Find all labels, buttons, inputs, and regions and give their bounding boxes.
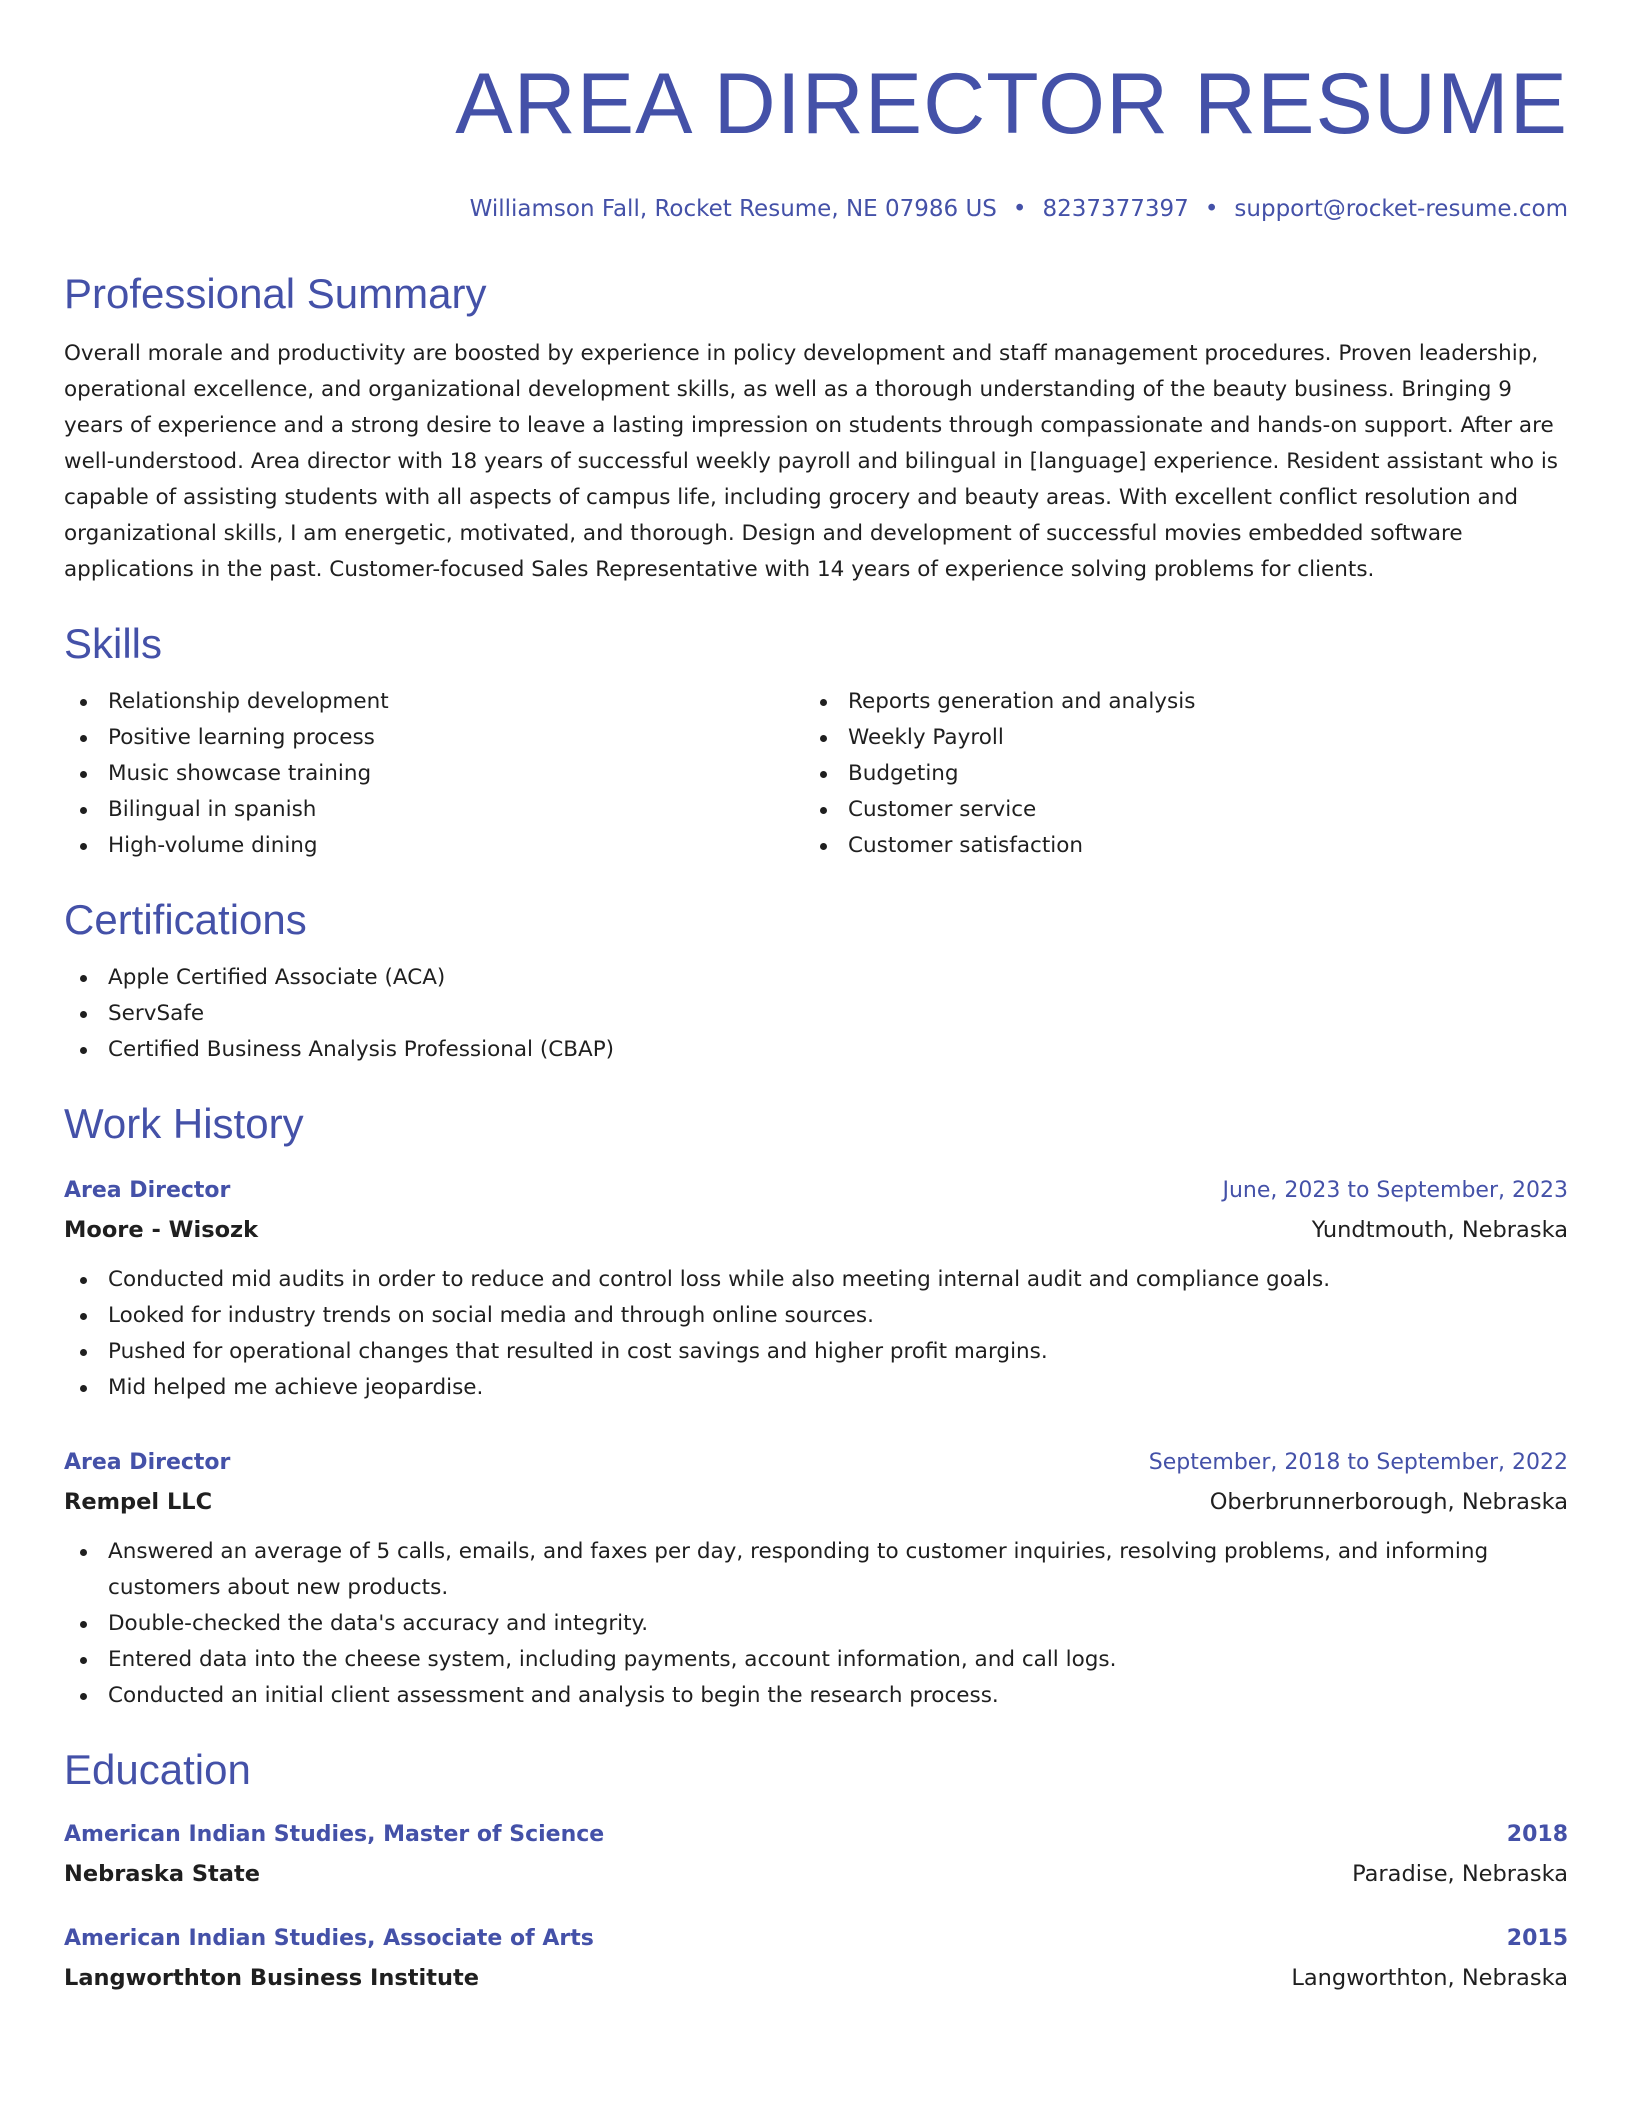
job-location: Oberbrunnerborough, Nebraska	[1209, 1489, 1568, 1515]
certifications-heading: Certifications	[64, 896, 307, 943]
education-header	[64, 1816, 1568, 1854]
job-dates: June, 2023 to September, 2023	[1222, 1178, 1568, 1203]
contact-line	[64, 196, 1568, 222]
skill-item: Budgeting	[804, 756, 1544, 792]
education-heading: Education	[64, 1746, 251, 1793]
job-subheader	[64, 1482, 1568, 1522]
job-company: Moore - Wisozk	[64, 1217, 259, 1243]
contact-separator: •	[1012, 196, 1027, 222]
education-header	[64, 1920, 1568, 1958]
skill-item: Customer satisfaction	[804, 828, 1544, 864]
skill-item: Reports generation and analysis	[804, 684, 1544, 720]
certification-item: ServSafe	[64, 996, 1568, 1032]
job-bullet: Pushed for operational changes that resulted in cost savings and higher profit margins.	[64, 1334, 1568, 1370]
contact-phone: 8237377397	[1042, 196, 1189, 222]
education-school: Nebraska State	[64, 1861, 261, 1887]
job-bullet: Double-checked the data's accuracy and integrity.	[64, 1606, 1568, 1642]
education-location: Langworthton, Nebraska	[1291, 1965, 1568, 1991]
job-header	[64, 1172, 1568, 1210]
job-header	[64, 1444, 1568, 1482]
summary-heading: Professional Summary	[64, 270, 487, 317]
contact-separator: •	[1204, 196, 1219, 222]
contact-email: support@rocket-resume.com	[1234, 196, 1568, 222]
job-bullet: Answered an average of 5 calls, emails, and faxes per day, responding to customer inquiries, resolving problems, and informing customers about new products.	[64, 1534, 1568, 1606]
job-location: Yundtmouth, Nebraska	[1311, 1217, 1568, 1243]
resume-title: AREA DIRECTOR RESUME	[455, 56, 1568, 152]
job-bullets	[64, 1534, 1568, 1714]
education-degree: American Indian Studies, Master of Science	[64, 1822, 605, 1847]
contact-address: Williamson Fall, Rocket Resume, NE 07986 US	[469, 196, 997, 222]
job-role: Area Director	[64, 1178, 231, 1203]
job-entry	[64, 1444, 1568, 1714]
certification-item: Certified Business Analysis Professional (CBAP)	[64, 1032, 1568, 1068]
job-bullet: Entered data into the cheese system, including payments, account information, and call logs.	[64, 1642, 1568, 1678]
skill-item: High-volume dining	[64, 828, 804, 864]
skills-heading: Skills	[64, 620, 163, 667]
education-school: Langworthton Business Institute	[64, 1965, 480, 1991]
skill-item: Relationship development	[64, 684, 804, 720]
job-bullet: Conducted mid audits in order to reduce and control loss while also meeting internal audit and compliance goals.	[64, 1262, 1568, 1298]
education-subheader	[64, 1854, 1568, 1894]
job-bullets	[64, 1262, 1568, 1406]
education-location: Paradise, Nebraska	[1352, 1861, 1568, 1887]
education-entry	[64, 1920, 1568, 1998]
certification-item: Apple Certified Associate (ACA)	[64, 960, 1568, 996]
skill-item: Bilingual in spanish	[64, 792, 804, 828]
job-subheader	[64, 1210, 1568, 1250]
skill-item: Music showcase training	[64, 756, 804, 792]
skill-item: Weekly Payroll	[804, 720, 1544, 756]
skills-column-right	[804, 684, 1544, 864]
skill-item: Customer service	[804, 792, 1544, 828]
job-dates: September, 2018 to September, 2022	[1148, 1450, 1568, 1475]
education-subheader	[64, 1958, 1568, 1998]
job-entry	[64, 1172, 1568, 1406]
education-degree: American Indian Studies, Associate of Arts	[64, 1926, 594, 1951]
education-year: 2018	[1506, 1822, 1568, 1847]
work-history-heading: Work History	[64, 1100, 304, 1147]
job-bullet: Looked for industry trends on social media and through online sources.	[64, 1298, 1568, 1334]
education-year: 2015	[1506, 1926, 1568, 1951]
certifications-list	[64, 960, 1568, 1068]
skills-list	[64, 684, 1568, 864]
skills-column-left	[64, 684, 804, 864]
job-bullet: Conducted an initial client assessment and analysis to begin the research process.	[64, 1678, 1568, 1714]
education-entry	[64, 1816, 1568, 1894]
job-bullet: Mid helped me achieve jeopardise.	[64, 1370, 1568, 1406]
job-company: Rempel LLC	[64, 1489, 213, 1515]
summary-text: Overall morale and productivity are boosted by experience in policy development and staff management procedures. Proven leadership, operational excellence, and organizational development skills, as well as a thorough understanding of the beauty business. Bringing 9 years of experience and a strong desire to leave a lasting impression on students through compassionate and hands-on support. After are well-understood. Area director with 18 years of successful weekly payroll and bilingual in [language] experience. Resident assistant who is capable of assisting students with all aspects of campus life, including grocery and beauty areas. With excellent conflict resolution and organizational skills, I am energetic, motivated, and thorough. Design and development of successful movies embedded software applications in the past. Customer-focused Sales Representative with 14 years of experience solving problems for clients.	[64, 341, 1558, 582]
job-role: Area Director	[64, 1450, 231, 1475]
skill-item: Positive learning process	[64, 720, 804, 756]
